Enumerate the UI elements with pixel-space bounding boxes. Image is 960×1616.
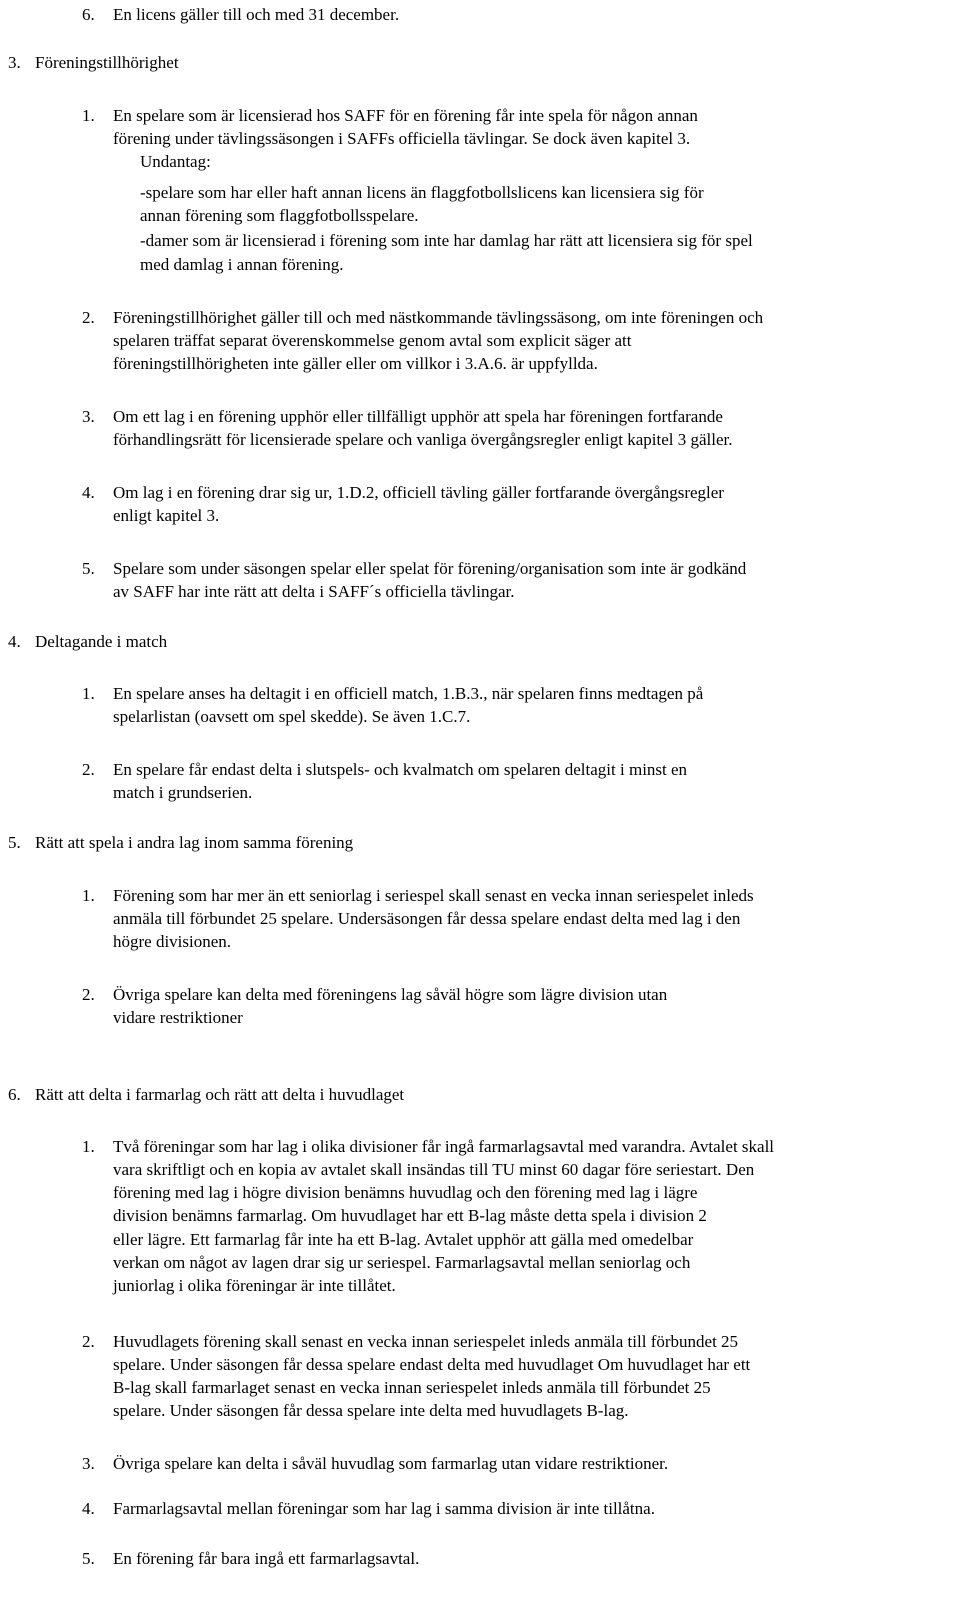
text-line: match i grundserien. (113, 783, 253, 802)
text-line: verkan om något av lagen drar sig ur seriespel. Farmarlagsavtal mellan seniorlag och (113, 1253, 691, 1272)
section-number: 5. (8, 833, 21, 852)
list-item-text: En licens gäller till och med 31 december. (113, 5, 400, 24)
section-heading: Rätt att delta i farmarlag och rätt att delta i huvudlaget (35, 1085, 405, 1104)
text-line: enligt kapitel 3. (113, 506, 220, 525)
item-number: 1. (82, 1137, 95, 1156)
text-line: eller lägre. Ett farmarlag får inte ha ett B-lag. Avtalet upphör att gälla med omedelbar (113, 1230, 694, 1249)
list-item-text: Om lag i en förening drar sig ur, 1.D.2, officiell tävling gäller fortfarande övergångsregler (113, 483, 724, 502)
list-item-text: En spelare anses ha deltagit i en officiell match, 1.B.3., när spelaren finns medtagen på (113, 684, 704, 703)
text-line: av SAFF har inte rätt att delta i SAFF´s officiella tävlingar. (113, 582, 515, 601)
text-line: -spelare som har eller haft annan licens än flaggfotbollslicens kan licensiera sig för (140, 183, 704, 202)
list-item-text: Förening som har mer än ett seniorlag i seriespel skall senast en vecka innan seriespelet inleds (113, 886, 754, 905)
list-item-text: Övriga spelare kan delta i såväl huvudlag som farmarlag utan vidare restriktioner. (113, 1454, 669, 1473)
list-item-text: Föreningstillhörighet gäller till och med nästkommande tävlingssäsong, om inte föreningen och (113, 308, 764, 327)
text-line: föreningstillhörigheten inte gäller eller om villkor i 3.A.6. är uppfyllda. (113, 354, 598, 373)
list-item-text: Om ett lag i en förening upphör eller tillfälligt upphör att spela har föreningen fortfarande (113, 407, 723, 426)
text-line: förhandlingsrätt för licensierade spelare och vanliga övergångsregler enligt kapitel 3 gäller. (113, 430, 733, 449)
item-number: 4. (82, 1499, 95, 1518)
section-heading: Deltagande i match (35, 632, 168, 651)
item-number: 5. (82, 1549, 95, 1568)
section-number: 3. (8, 53, 21, 72)
text-line: spelare. Under säsongen får dessa spelare endast delta med huvudlaget Om huvudlaget har ett (113, 1355, 751, 1374)
list-item-text: Farmarlagsavtal mellan föreningar som har lag i samma division är inte tillåtna. (113, 1499, 655, 1518)
list-item-text: En spelare som är licensierad hos SAFF för en förening får inte spela för någon annan (113, 106, 698, 125)
list-item-text: En spelare får endast delta i slutspels- och kvalmatch om spelaren deltagit i minst en (113, 760, 688, 779)
item-number: 2. (82, 760, 95, 779)
text-line: förening under tävlingssäsongen i SAFFs officiella tävlingar. Se dock även kapitel 3. (113, 129, 691, 148)
text-line: juniorlag i olika föreningar är inte tillåtet. (113, 1276, 396, 1295)
item-number: 5. (82, 559, 95, 578)
section-heading: Föreningstillhörighet (35, 53, 179, 72)
item-number: 3. (82, 407, 95, 426)
text-line: vidare restriktioner (113, 1008, 243, 1027)
text-line: annan förening som flaggfotbollsspelare. (140, 206, 419, 225)
section-heading: Rätt att spela i andra lag inom samma förening (35, 833, 354, 852)
section-number: 4. (8, 632, 21, 651)
list-item-text: Huvudlagets förening skall senast en vecka innan seriespelet inleds anmäla till förbundet 25 (113, 1332, 739, 1351)
text-line: -damer som är licensierad i förening som inte har damlag har rätt att licensiera sig för spel (140, 231, 753, 250)
text-line: med damlag i annan förening. (140, 255, 344, 274)
text-line: B-lag skall farmarlaget senast en vecka innan seriespelet inleds anmäla till förbundet 25 (113, 1378, 711, 1397)
item-number: 2. (82, 985, 95, 1004)
text-line: spelarlistan (oavsett om spel skedde). Se även 1.C.7. (113, 707, 471, 726)
text-line: högre divisionen. (113, 932, 232, 951)
list-item-text: En förening får bara ingå ett farmarlagsavtal. (113, 1549, 420, 1568)
item-number: 1. (82, 684, 95, 703)
list-item-text: Spelare som under säsongen spelar eller spelat för förening/organisation som inte är godkänd (113, 559, 747, 578)
item-number: 6. (82, 5, 95, 24)
text-line: division benämns farmarlag. Om huvudlaget har ett B-lag måste detta spela i division 2 (113, 1206, 707, 1225)
list-item-text: Två föreningar som har lag i olika divisioner får ingå farmarlagsavtal med varandra. Avtalet skall (113, 1137, 775, 1156)
item-number: 2. (82, 1332, 95, 1351)
list-item-text: Övriga spelare kan delta med föreningens lag såväl högre som lägre division utan (113, 985, 668, 1004)
text-line: förening med lag i högre division benämns huvudlag och den förening med lag i lägre (113, 1183, 698, 1202)
text-line: vara skriftligt och en kopia av avtalet skall insändas till TU minst 60 dagar före seriestart. Den (113, 1160, 755, 1179)
item-number: 3. (82, 1454, 95, 1473)
item-number: 1. (82, 886, 95, 905)
text-line: anmäla till förbundet 25 spelare. Undersäsongen får dessa spelare endast delta med lag i den (113, 909, 741, 928)
text-line: Undantag: (140, 152, 211, 171)
text-line: spelaren träffat separat överenskommelse genom avtal som explicit säger att (113, 331, 632, 350)
item-number: 4. (82, 483, 95, 502)
item-number: 1. (82, 106, 95, 125)
text-line: spelare. Under säsongen får dessa spelare inte delta med huvudlagets B-lag. (113, 1401, 629, 1420)
section-number: 6. (8, 1085, 21, 1104)
item-number: 2. (82, 308, 95, 327)
